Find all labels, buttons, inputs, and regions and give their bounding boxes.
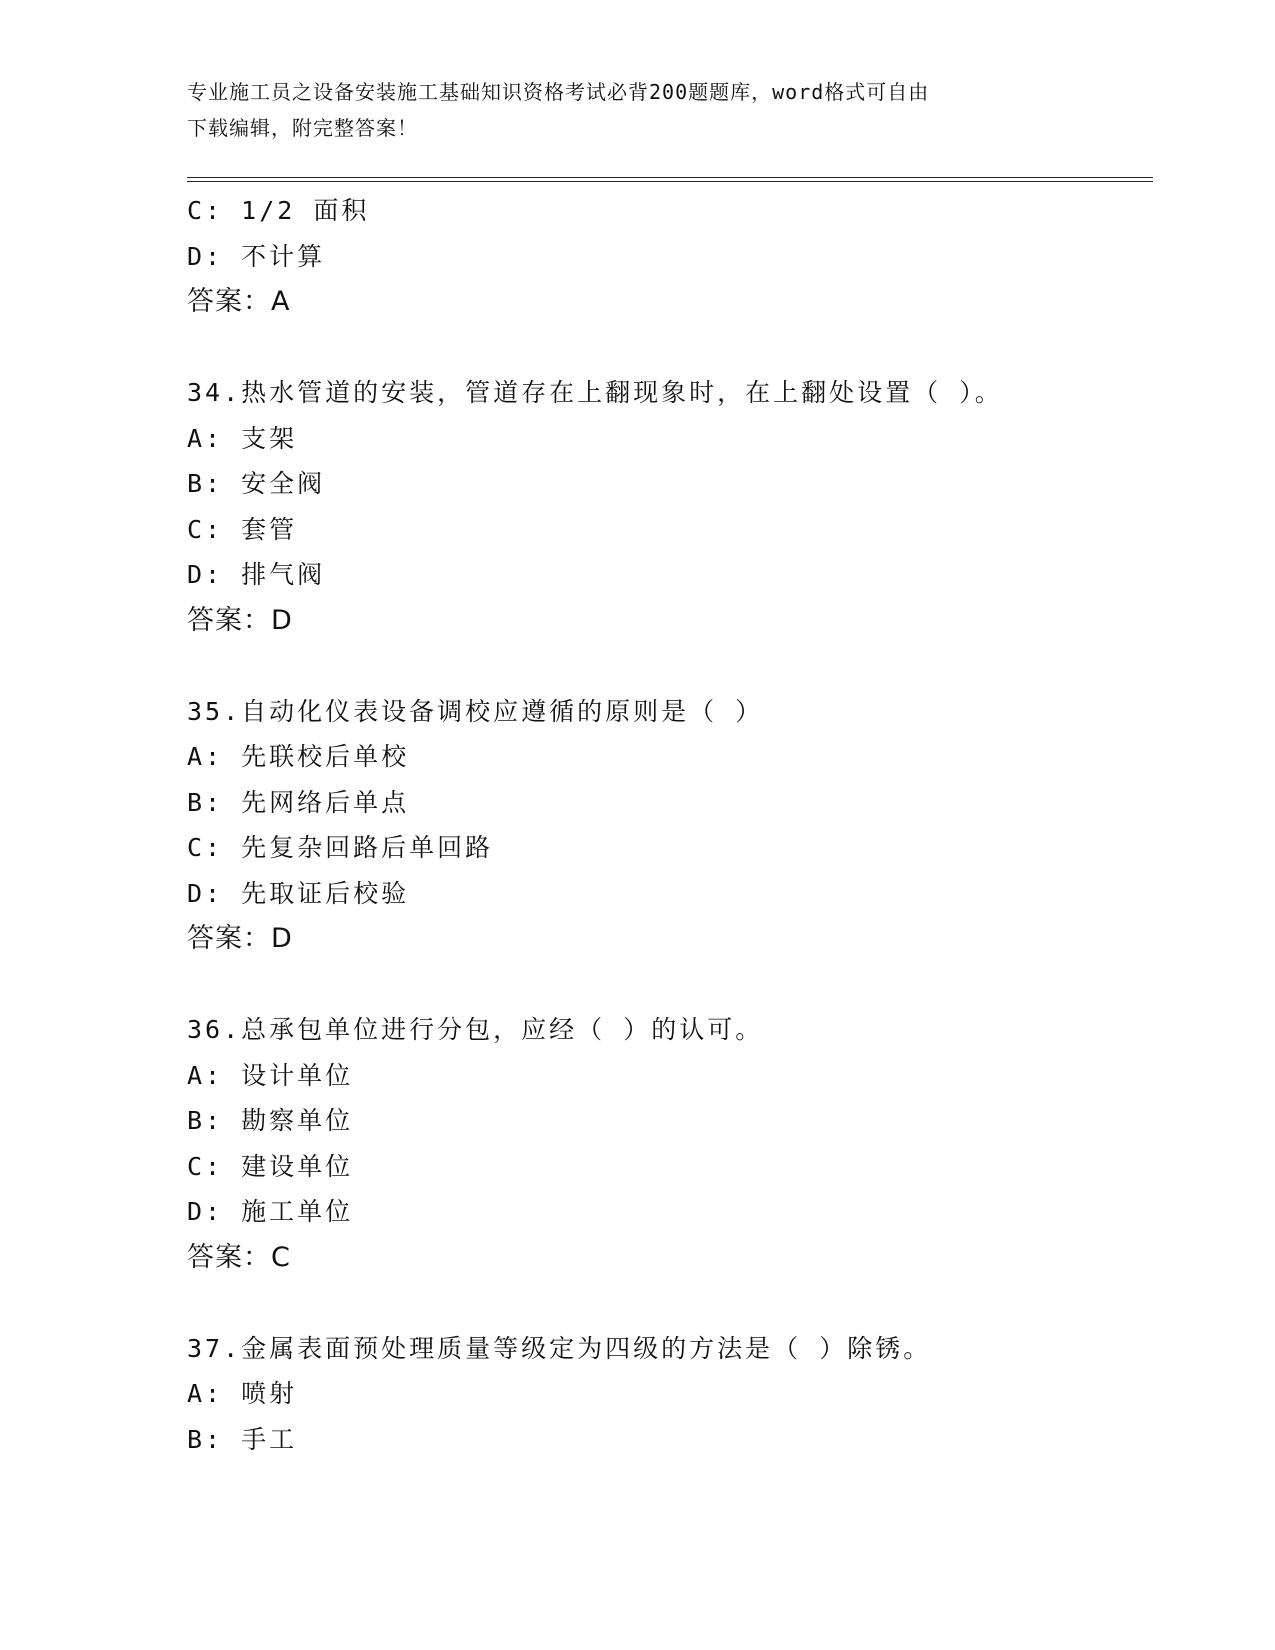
option-b: B: 勘察单位 xyxy=(187,1106,354,1135)
document-header xyxy=(187,74,1067,146)
question-stem: 35.自动化仪表设备调校应遵循的原则是（ ） xyxy=(187,696,764,726)
option-d: D: 不计算 xyxy=(187,241,326,271)
option-a: A: 喷射 xyxy=(187,1379,298,1408)
option-d: D: 排气阀 xyxy=(187,560,326,589)
option-c: C: 套管 xyxy=(187,514,298,544)
spacer xyxy=(187,962,1153,1008)
option-b: B: 安全阀 xyxy=(187,469,326,498)
option-d: D: 施工单位 xyxy=(187,1197,354,1226)
answer-line: 答案：D xyxy=(187,604,293,636)
option-b: B: 手工 xyxy=(187,1424,298,1454)
option-c: C: 1/2 面积 xyxy=(187,196,370,225)
option-c: C: 先复杂回路后单回路 xyxy=(187,833,494,862)
header-line-1: 专业施工员之设备安装施工基础知识资格考试必背200题题库，word格式可自由 xyxy=(187,80,930,104)
header-line-2: 下载编辑，附完整答案！ xyxy=(187,116,418,140)
spacer xyxy=(187,325,1153,371)
option-c: C: 建设单位 xyxy=(187,1151,354,1181)
answer-line: 答案：D xyxy=(187,923,293,954)
question-stem: 37.金属表面预处理质量等级定为四级的方法是（ ）除锈。 xyxy=(187,1333,932,1363)
spacer xyxy=(187,1280,1153,1326)
question-list xyxy=(187,188,1153,1462)
question-stem: 34.热水管道的安装，管道存在上翻现象时，在上翻处设置（ ）。 xyxy=(187,378,1003,407)
question-36 xyxy=(187,1007,1153,1280)
answer-line: 答案：A xyxy=(187,286,291,317)
option-d: D: 先取证后校验 xyxy=(187,878,410,908)
option-b: B: 先网络后单点 xyxy=(187,787,410,817)
option-a: A: 设计单位 xyxy=(187,1060,354,1090)
question-35 xyxy=(187,689,1153,962)
question-37 xyxy=(187,1326,1153,1463)
answer-line: 答案：C xyxy=(187,1241,291,1273)
question-stem: 36.总承包单位进行分包，应经（ ）的认可。 xyxy=(187,1015,764,1044)
question-34 xyxy=(187,370,1153,643)
option-a: A: 支架 xyxy=(187,423,298,453)
option-a: A: 先联校后单校 xyxy=(187,742,410,771)
header-divider xyxy=(187,177,1153,182)
spacer xyxy=(187,643,1153,689)
